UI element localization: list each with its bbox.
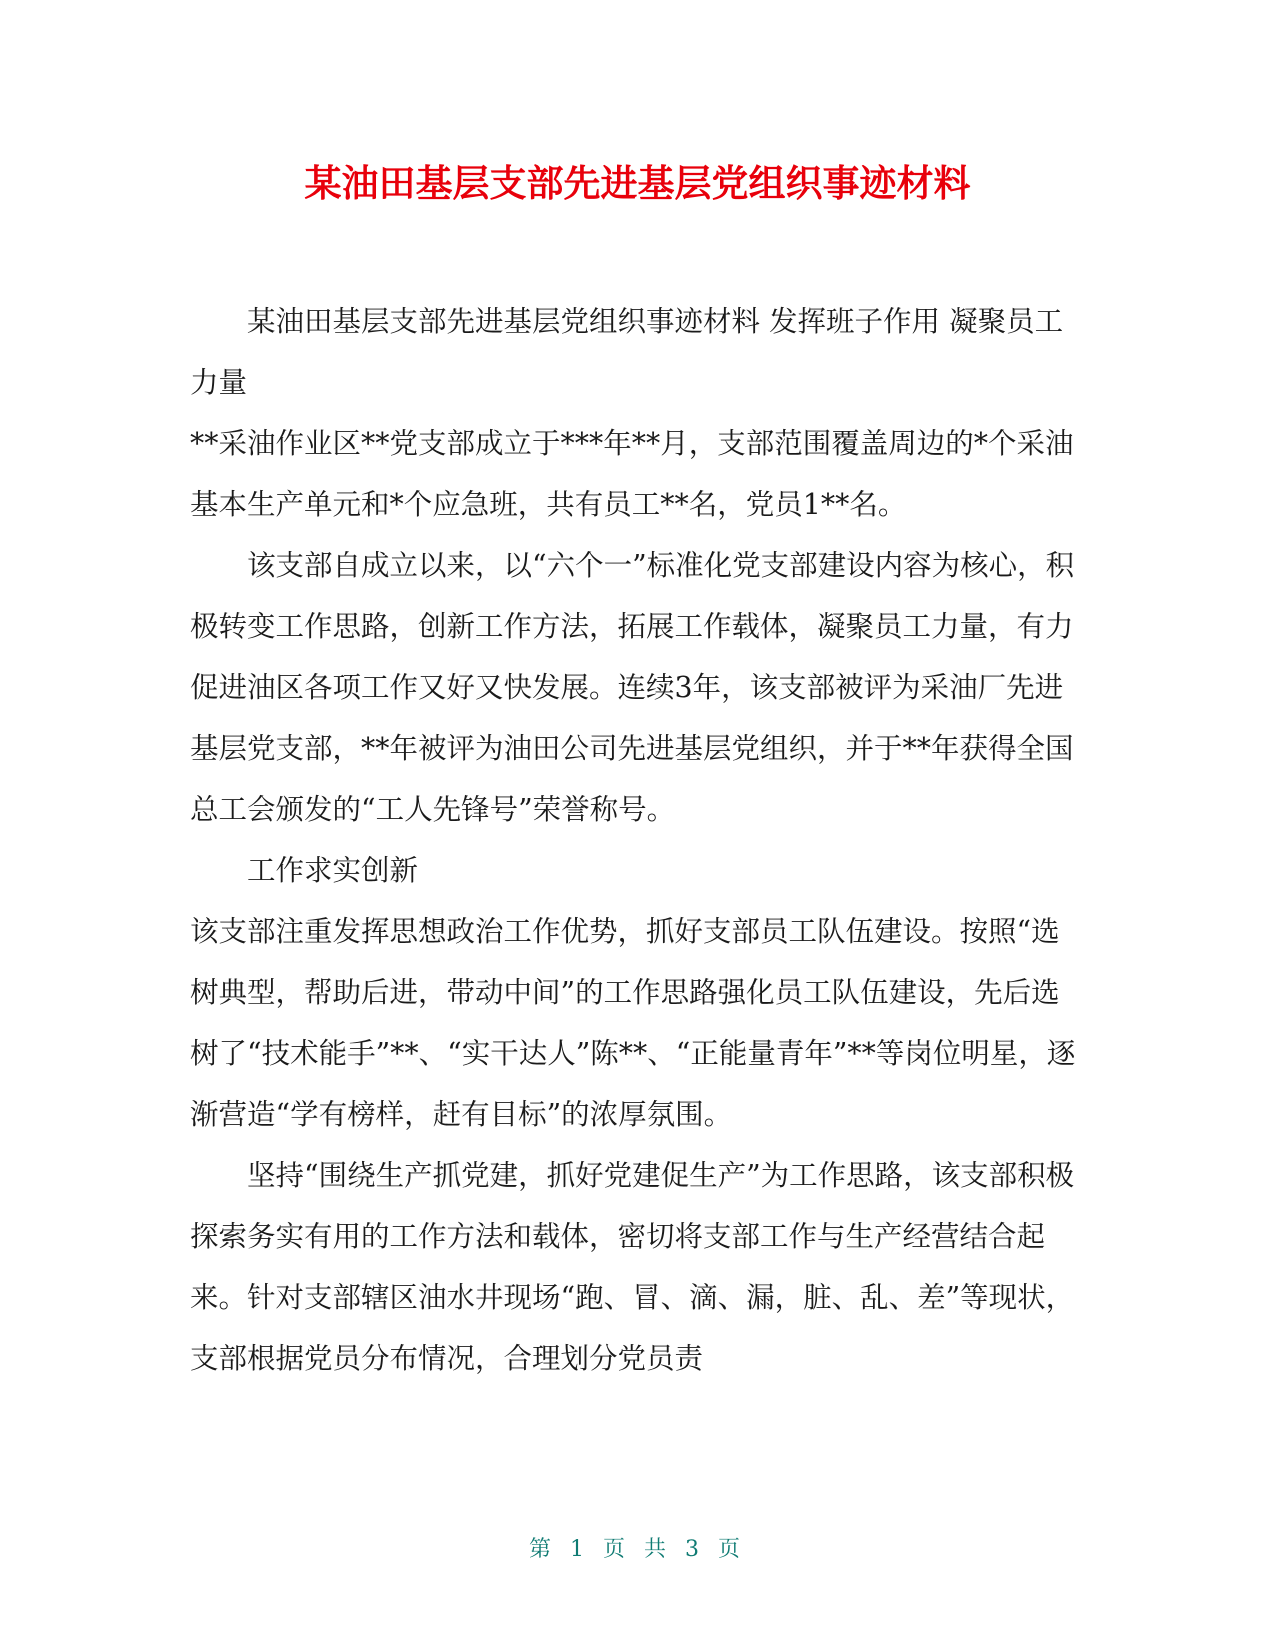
paragraph-5: 坚持“围绕生产抓党建，抓好党建促生产”为工作思路，该支部积极探索务实有用的工作方法和载体，密切将支部工作与生产经营结合起来。针对支部辖区油水井现场“跑、冒、滴、漏，脏、乱、差”等现状，支部根据党员分布情况，合理划分党员责 <box>190 1159 1075 1375</box>
document-title: 某油田基层支部先进基层党组织事迹材料 <box>304 162 971 205</box>
section-heading: 工作求实创新 <box>247 854 419 887</box>
page-footer: 第 1 页 共 3 页 <box>529 1537 746 1562</box>
paragraph-3: 该支部自成立以来，以“六个一”标准化党支部建设内容为核心，积极转变工作思路，创新工作方法，拓展工作载体，凝聚员工力量，有力促进油区各项工作又好又快发展。连续3年，该支部被评为采油厂先进基层党支部，**年被评为油田公司先进基层党组织，并于**年获得全国总工会颁发的“工人先锋号”荣誉称号。 <box>190 549 1075 826</box>
paragraph-2: **采油作业区**党支部成立于***年**月，支部范围覆盖周边的*个采油基本生产单元和*个应急班，共有员工**名，党员1**名。 <box>190 427 1074 521</box>
paragraph-4: 该支部注重发挥思想政治工作优势，抓好支部员工队伍建设。按照“选树典型，帮助后进，带动中间”的工作思路强化员工队伍建设，先后选树了“技术能手”**、“实干达人”陈**、“正能量青年”**等岗位明星，逐渐营造“学有榜样，赶有目标”的浓厚氛围。 <box>190 915 1076 1131</box>
paragraph-1: 某油田基层支部先进基层党组织事迹材料 发挥班子作用 凝聚员工力量 <box>190 305 1064 399</box>
document-body <box>190 291 1080 1389</box>
